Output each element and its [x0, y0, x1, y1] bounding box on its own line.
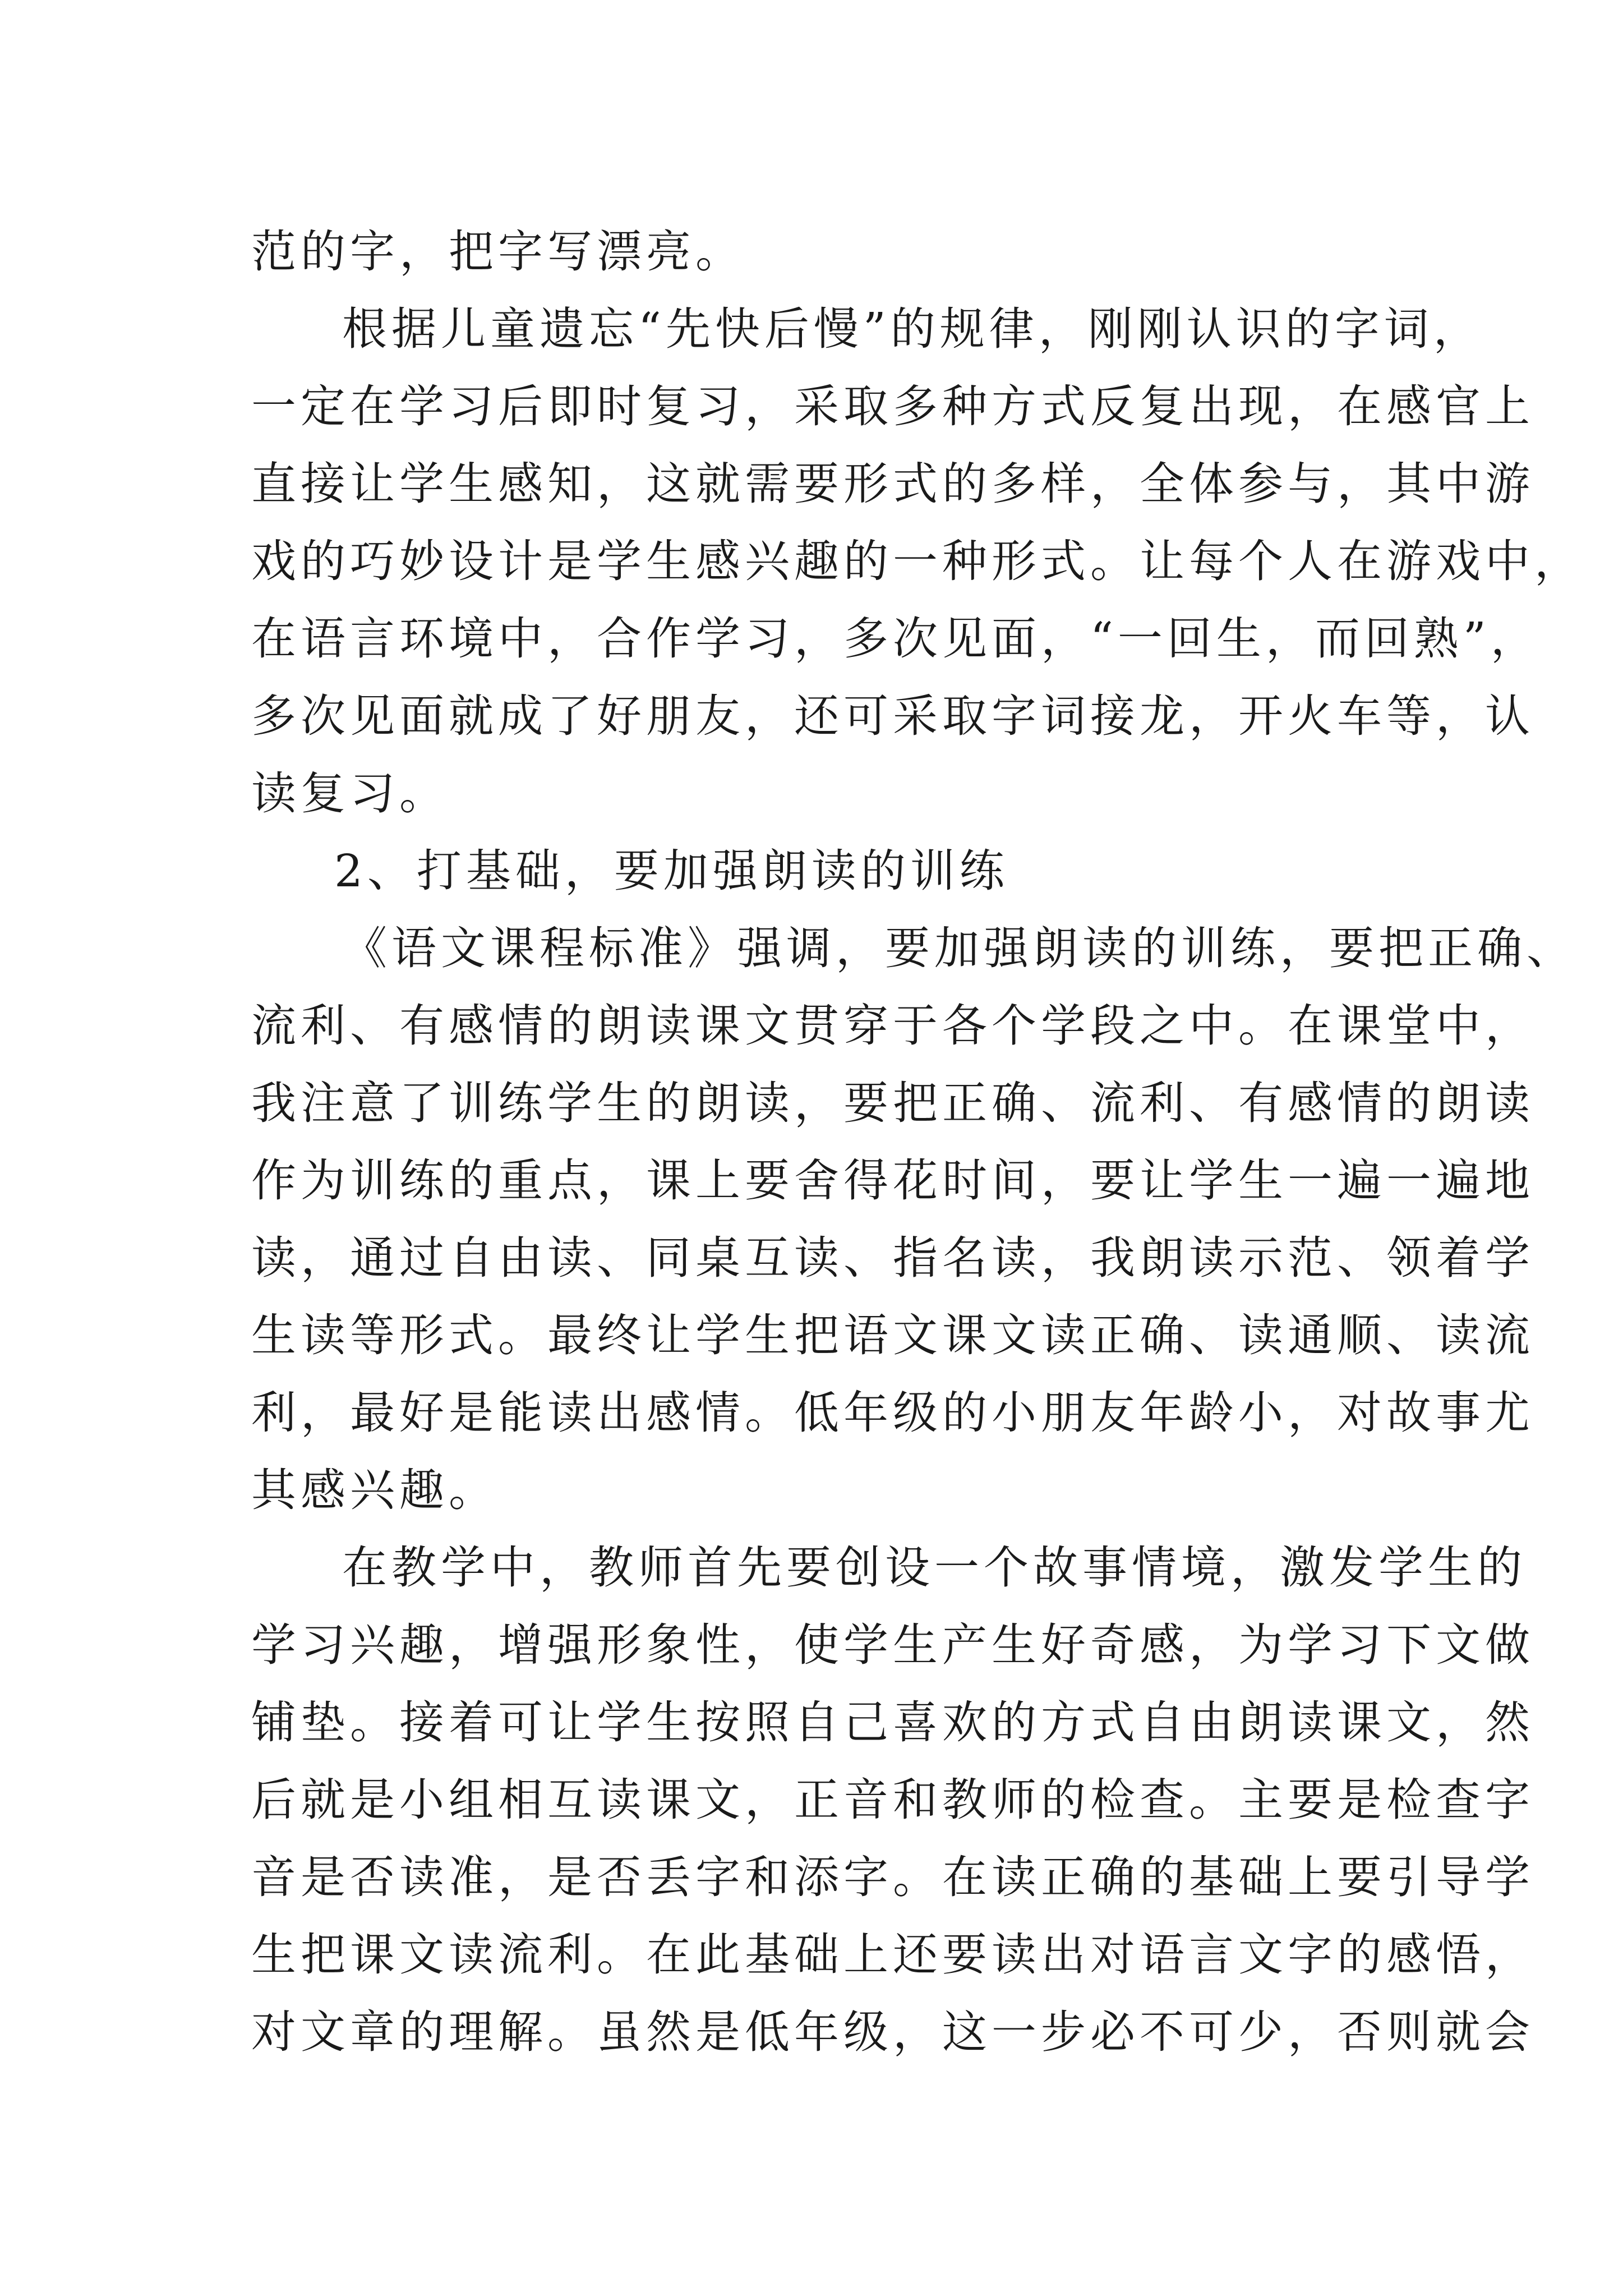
text-line: 对文章的理解。虽然是低年级，这一步必不可少，否则就会	[251, 2006, 1534, 2058]
text-line: 戏的巧妙设计是学生感兴趣的一种形式。让每个人在游戏中，	[251, 535, 1584, 587]
text-line: 其感兴趣。	[251, 1464, 498, 1516]
text-line: 在语言环境中，合作学习，多次见面，“一回生，而回熟”，	[251, 613, 1540, 665]
text-line: 一定在学习后即时复习，采取多种方式反复出现，在感官上	[251, 380, 1534, 432]
text-line: 直接让学生感知，这就需要形式的多样，全体参与，其中游	[251, 458, 1534, 510]
text-line: 根据儿童遗忘“先快后慢”的规律，刚刚认识的字词，	[342, 303, 1483, 355]
text-line: 铺垫。接着可让学生按照自己喜欢的方式自由朗读课文，然	[251, 1696, 1534, 1749]
text-line: 读，通过自由读、同桌互读、指名读，我朗读示范、领着学	[251, 1232, 1534, 1284]
body-text	[251, 213, 1584, 2071]
text-line: 生把课文读流利。在此基础上还要读出对语言文字的感悟，	[251, 1929, 1534, 1981]
text-line: 作为训练的重点，课上要舍得花时间，要让学生一遍一遍地	[251, 1154, 1534, 1207]
text-line: 利，最好是能读出感情。低年级的小朋友年龄小，对故事尤	[251, 1387, 1534, 1439]
text-line: 范的字，把字写漂亮。	[251, 226, 745, 278]
text-line: 读复习。	[251, 767, 449, 820]
text-line: 音是否读准，是否丢字和添字。在读正确的基础上要引导学	[251, 1851, 1534, 1903]
text-line: 流利、有感情的朗读课文贯穿于各个学段之中。在课堂中，	[251, 1000, 1534, 1052]
text-line: 后就是小组相互读课文，正音和教师的检查。主要是检查字	[251, 1774, 1534, 1826]
text-line: 我注意了训练学生的朗读，要把正确、流利、有感情的朗读	[251, 1077, 1534, 1129]
text-line: 生读等形式。最终让学生把语文课文读正确、读通顺、读流	[251, 1309, 1534, 1361]
text-line: 《语文课程标准》强调，要加强朗读的训练，要把正确、	[342, 922, 1576, 974]
text-line: 在教学中，教师首先要创设一个故事情境，激发学生的	[342, 1542, 1527, 1594]
text-line: 多次见面就成了好朋友，还可采取字词接龙，开火车等，认	[251, 690, 1534, 742]
section-heading: 2、打基础，要加强朗读的训练	[334, 845, 1009, 897]
text-line: 学习兴趣，增强形象性，使学生产生好奇感，为学习下文做	[251, 1619, 1534, 1671]
